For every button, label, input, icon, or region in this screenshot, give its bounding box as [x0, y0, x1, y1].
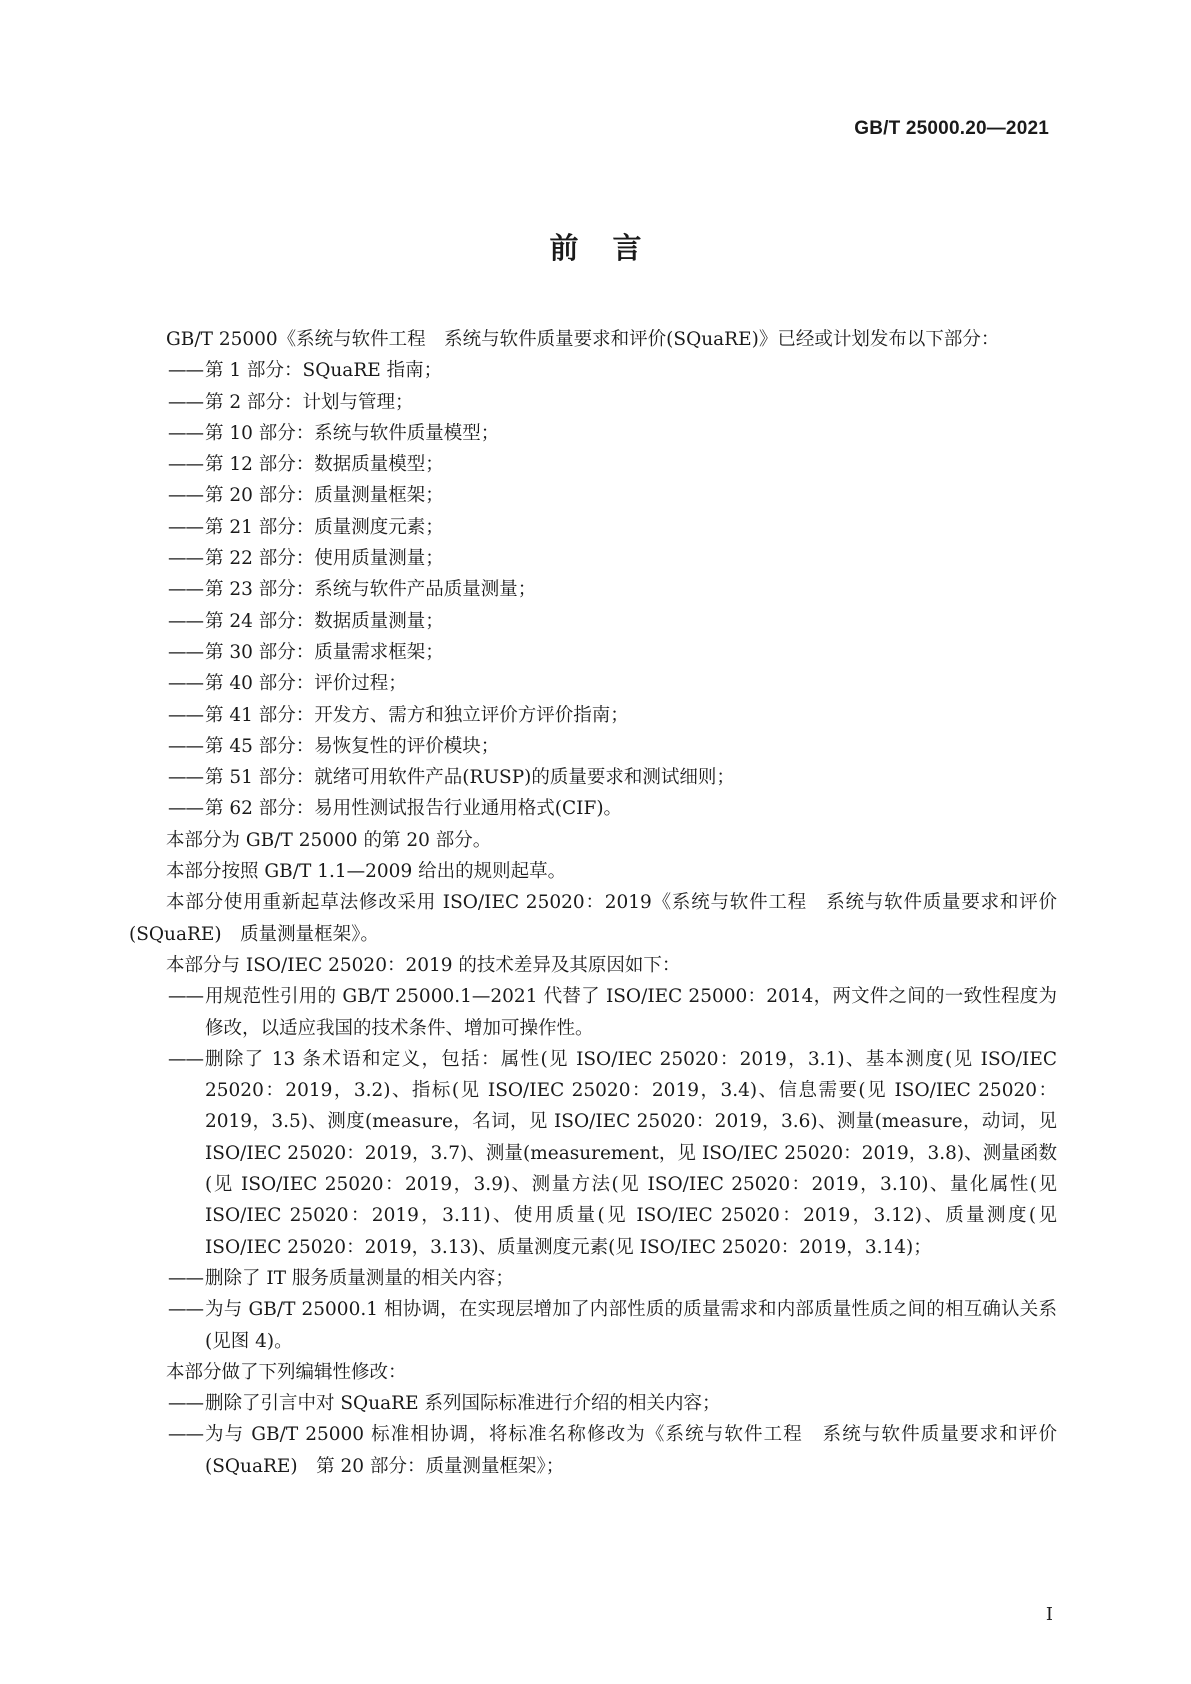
part-item-text: 第 21 部分：质量测度元素； — [205, 516, 444, 538]
part-item — [129, 512, 1057, 543]
statement-part: 本部分为 GB/T 25000 的第 20 部分。 — [166, 829, 492, 851]
editorial-item-text: 为与 GB/T 25000 标准相协调，将标准名称修改为《系统与软件工程 系统与软件质量要求和评价(SQuaRE) 第 20 部分：质量测量框架》； — [205, 1424, 1057, 1477]
tech-diff-item — [129, 1263, 1057, 1294]
editorial-item-text: 删除了引言中对 SQuaRE 系列国际标准进行介绍的相关内容； — [205, 1393, 721, 1415]
list-dash: —— — [168, 360, 203, 382]
tech-diff-item-text: 删除了 13 条术语和定义，包括：属性(见 ISO/IEC 25020：2019，3.1)、基本测度(见 ISO/IEC 25020：2019，3.2)、指标(见 ISO/IEC 25020：2019，3.4)、信息需要(见 ISO/IEC 25020：2019，3.5)、测度(measure，名词，见 ISO/IEC 25020：2019，3.6)、测量(measure，动词，见 ISO/IEC 25020：2019，3.7)、测量(measurement，见 ISO/IEC 25020：2019，3.8)、测量函数(见 ISO/IEC 25020：2019，3.9)、测量方法(见 ISO/IEC 25020：2019，3.10)、量化属性(见 ISO/IEC 25020：2019，3.11)、使用质量(见 ISO/IEC 25020：2019，3.12)、质量测度(见 ISO/IEC 25020：2019，3.13)、质量测度元素(见 ISO/IEC 25020：2019，3.14)； — [205, 1048, 1057, 1258]
part-item — [129, 637, 1057, 668]
tech-diff-item — [129, 1044, 1057, 1263]
standard-code: GB/T 25000.20—2021 — [854, 118, 1049, 139]
part-item — [129, 355, 1057, 386]
part-item-text: 第 2 部分：计划与管理； — [205, 391, 414, 413]
part-item — [129, 793, 1057, 824]
tech-diff-item-text: 为与 GB/T 25000.1 相协调，在实现层增加了内部性质的质量需求和内部质量性质之间的相互确认关系(见图 4)。 — [205, 1299, 1057, 1352]
editorial-intro: 本部分做了下列编辑性修改： — [166, 1361, 407, 1383]
part-item — [129, 606, 1057, 637]
editorial-list — [129, 1388, 1057, 1482]
intro-paragraph: GB/T 25000《系统与软件工程 系统与软件质量要求和评价(SQuaRE)》已经或计划发布以下部分： — [166, 329, 1000, 350]
list-dash: —— — [168, 485, 203, 507]
list-dash: —— — [168, 548, 203, 570]
list-dash: —— — [168, 1299, 203, 1321]
list-dash: —— — [168, 579, 203, 601]
tech-diff-item-text: 用规范性引用的 GB/T 25000.1—2021 代替了 ISO/IEC 25000：2014，两文件之间的一致性程度为修改，以适应我国的技术条件、增加可操作性。 — [205, 986, 1057, 1039]
part-item — [129, 762, 1057, 793]
tech-diff-item — [129, 1294, 1057, 1357]
part-item-text: 第 41 部分：开发方、需方和独立评价方评价指南； — [205, 704, 629, 726]
tech-diff-intro: 本部分与 ISO/IEC 25020：2019 的技术差异及其原因如下： — [166, 954, 681, 976]
tech-diff-list — [129, 981, 1057, 1357]
list-dash: —— — [168, 641, 203, 663]
part-item-text: 第 24 部分：数据质量测量； — [205, 610, 444, 632]
part-item-text: 第 22 部分：使用质量测量； — [205, 548, 444, 570]
statement-rules: 本部分按照 GB/T 1.1—2009 给出的规则起草。 — [166, 861, 567, 883]
list-dash: —— — [168, 704, 203, 726]
list-dash: —— — [168, 454, 203, 476]
part-item — [129, 449, 1057, 480]
page-title: 前言 — [549, 231, 676, 265]
document-body — [129, 324, 1057, 1482]
parts-list — [129, 355, 1057, 824]
list-dash: —— — [168, 986, 203, 1008]
part-item-text: 第 30 部分：质量需求框架； — [205, 641, 444, 663]
editorial-item — [129, 1419, 1057, 1482]
part-item — [129, 668, 1057, 699]
list-dash: —— — [168, 1424, 203, 1446]
part-item-text: 第 1 部分：SQuaRE 指南； — [205, 360, 443, 382]
part-item — [129, 700, 1057, 731]
page-number: I — [1045, 1604, 1053, 1625]
part-item — [129, 731, 1057, 762]
part-item-text: 第 12 部分：数据质量模型； — [205, 454, 444, 476]
part-item — [129, 418, 1057, 449]
tech-diff-item — [129, 981, 1057, 1044]
list-dash: —— — [168, 673, 203, 695]
list-dash: —— — [168, 516, 203, 538]
part-item-text: 第 45 部分：易恢复性的评价模块； — [205, 735, 500, 757]
list-dash: —— — [168, 1267, 203, 1289]
list-dash: —— — [168, 798, 203, 820]
list-dash: —— — [168, 1048, 203, 1070]
tech-diff-item-text: 删除了 IT 服务质量测量的相关内容； — [205, 1267, 514, 1289]
part-item — [129, 480, 1057, 511]
part-item-text: 第 51 部分：就绪可用软件产品(RUSP)的质量要求和测试细则； — [205, 767, 735, 789]
part-item-text: 第 40 部分：评价过程； — [205, 673, 407, 695]
part-item-text: 第 10 部分：系统与软件质量模型； — [205, 422, 500, 444]
list-dash: —— — [168, 391, 203, 413]
list-dash: —— — [168, 422, 203, 444]
part-item-text: 第 20 部分：质量测量框架； — [205, 485, 444, 507]
list-dash: —— — [168, 767, 203, 789]
part-item — [129, 574, 1057, 605]
part-item — [129, 543, 1057, 574]
statement-adoption: 本部分使用重新起草法修改采用 ISO/IEC 25020：2019《系统与软件工程 系统与软件质量要求和评价(SQuaRE) 质量测量框架》。 — [129, 892, 1057, 945]
editorial-item — [129, 1388, 1057, 1419]
part-item-text: 第 62 部分：易用性测试报告行业通用格式(CIF)。 — [205, 798, 623, 820]
part-item — [129, 387, 1057, 418]
list-dash: —— — [168, 1393, 203, 1415]
list-dash: —— — [168, 735, 203, 757]
part-item-text: 第 23 部分：系统与软件产品质量测量； — [205, 579, 537, 601]
list-dash: —— — [168, 610, 203, 632]
